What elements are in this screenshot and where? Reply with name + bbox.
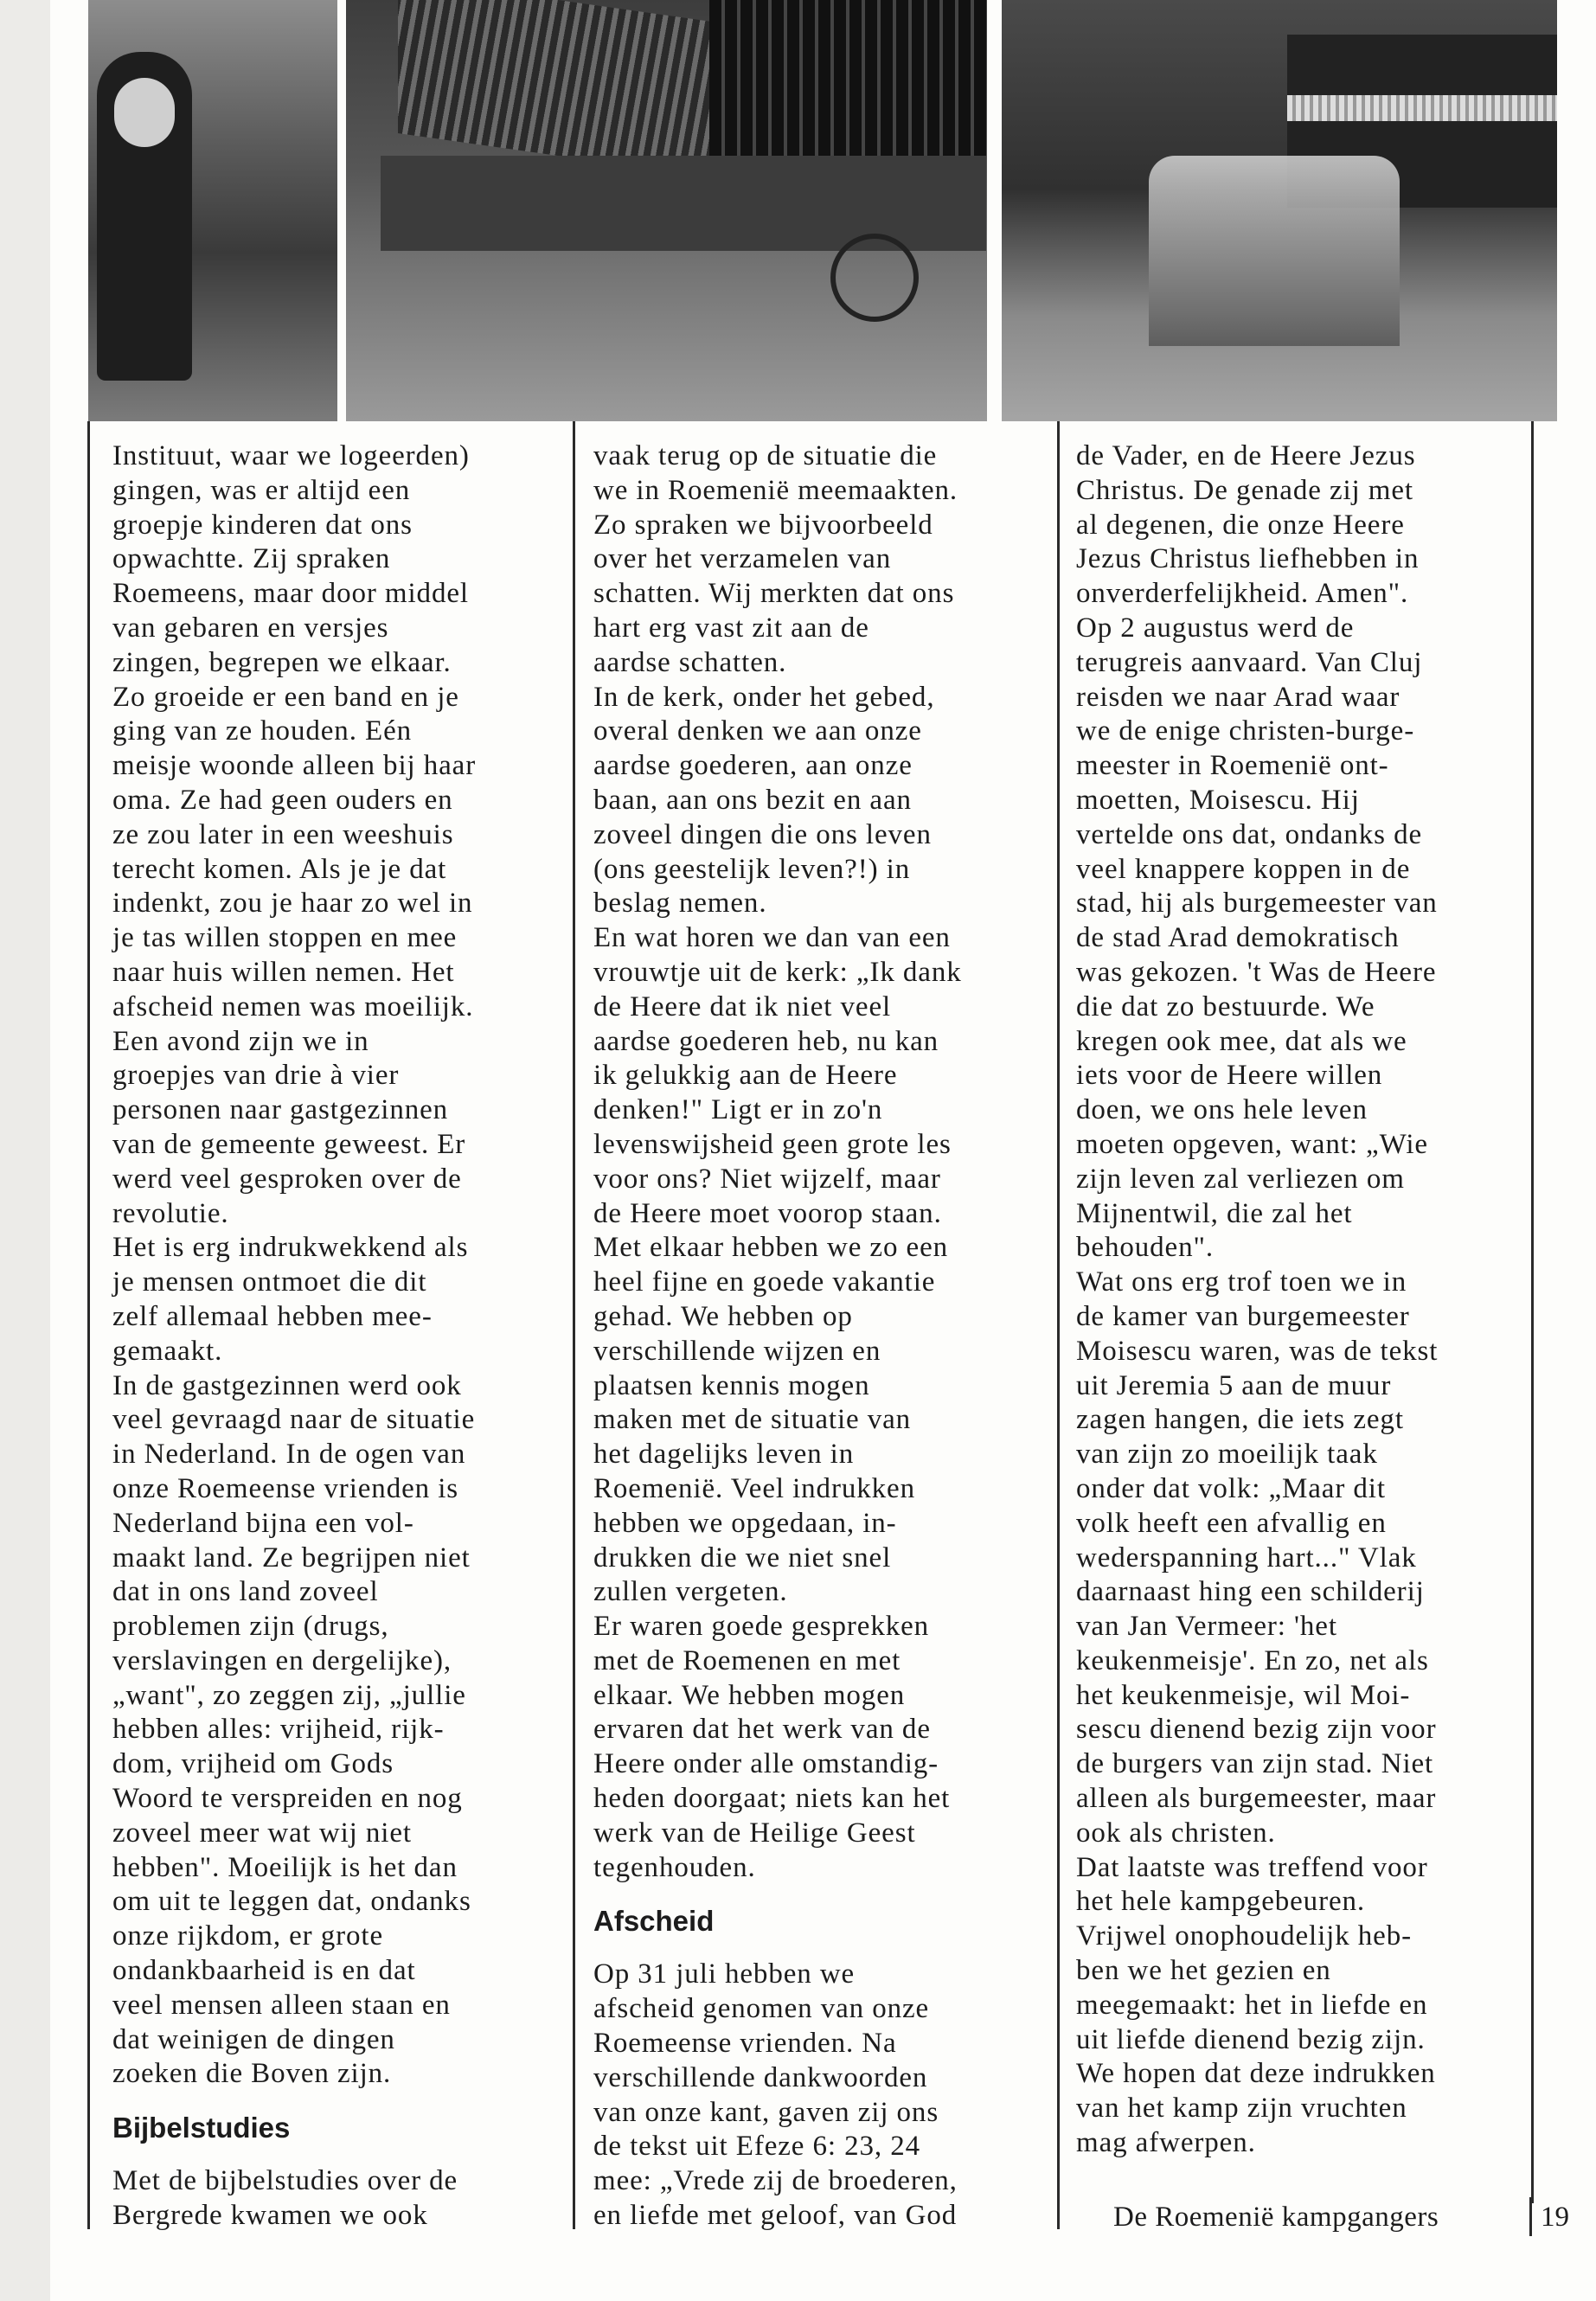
text-line: het keukenmeisje, wil Moi- xyxy=(1076,1679,1411,1711)
text-line: In de kerk, onder het gebed, xyxy=(593,681,935,713)
text-line: Roemeense vrienden. Na xyxy=(593,2028,897,2060)
text-line: vaak terug op de situatie die xyxy=(593,440,938,471)
text-line: sescu dienend bezig zijn voor xyxy=(1076,1714,1437,1746)
text-line: plaatsen kennis mogen xyxy=(593,1369,870,1401)
column-rule xyxy=(1531,421,1534,2203)
text-line: Met de bijbelstudies over de xyxy=(112,2165,458,2197)
text-line: werd veel gesproken over de xyxy=(112,1163,462,1195)
text-line: (ons geestelijk leven?!) in xyxy=(593,853,911,885)
text-line: dat in ons land zoveel xyxy=(112,1576,379,1608)
article-column-3 xyxy=(1076,439,1526,2161)
text-line: hebben we opgedaan, in- xyxy=(593,1507,897,1539)
byline: De Roemenië kampgangers xyxy=(1113,2202,1439,2233)
text-line: Op 31 juli hebben we xyxy=(593,1958,856,1990)
text-line: indenkt, zou je haar zo wel in xyxy=(112,888,473,920)
text-line: behouden". xyxy=(1076,1232,1215,1264)
text-line: En wat horen we dan van een xyxy=(593,922,951,954)
text-line: moetten, Moisescu. Hij xyxy=(1076,784,1360,816)
photo-group xyxy=(1002,0,1557,421)
text-line: schatten. Wij merkten dat ons xyxy=(593,578,955,610)
text-line: iets voor de Heere willen xyxy=(1076,1060,1383,1092)
text-line: ook als christen. xyxy=(1076,1817,1276,1849)
text-line: Dat laatste was treffend voor xyxy=(1076,1851,1428,1883)
text-line: hebben". Moeilijk is het dan xyxy=(112,1851,458,1883)
article-column-1 xyxy=(112,439,562,2234)
text-line: de stad Arad demokratisch xyxy=(1076,922,1400,954)
text-line: de tekst uit Efeze 6: 23, 24 xyxy=(593,2131,921,2163)
text-line: Wat ons erg trof toen we in xyxy=(1076,1266,1407,1298)
section-heading: Bijbelstudies xyxy=(112,2112,291,2144)
text-line: Moisescu waren, was de tekst xyxy=(1076,1335,1439,1367)
column-rule xyxy=(573,421,575,2229)
text-line: van zijn zo moeilijk taak xyxy=(1076,1439,1378,1471)
photo-child xyxy=(88,0,337,421)
text-line: overal denken we aan onze xyxy=(593,715,922,747)
text-line: zelf allemaal hebben mee- xyxy=(112,1300,433,1332)
text-line: „want", zo zeggen zij, „jullie xyxy=(112,1679,466,1711)
text-line: veel knappere koppen in de xyxy=(1076,853,1411,885)
text-line: we in Roemenië meemaakten. xyxy=(593,474,958,506)
text-line: revolutie. xyxy=(112,1197,229,1229)
text-line: afscheid genomen van onze xyxy=(593,1993,930,2025)
text-line: terugreis aanvaard. Van Cluj xyxy=(1076,646,1423,678)
text-line: keukenmeisje'. En zo, net als xyxy=(1076,1644,1429,1676)
text-line: Woord te verspreiden en nog xyxy=(112,1783,463,1815)
text-line: hart erg vast zit aan de xyxy=(593,612,869,644)
text-line: gingen, was er altijd een xyxy=(112,474,411,506)
text-line: verslavingen en dergelijke), xyxy=(112,1644,452,1676)
text-line: wederspanning hart..." Vlak xyxy=(1076,1541,1417,1574)
text-line: het hele kampgebeuren. xyxy=(1076,1886,1366,1918)
text-line: onder dat volk: „Maar dit xyxy=(1076,1472,1386,1504)
text-line: aardse schatten. xyxy=(593,646,787,678)
text-line: volk heeft een afvallig en xyxy=(1076,1507,1387,1539)
text-line: personen naar gastgezinnen xyxy=(112,1094,449,1126)
text-line: veel gevraagd naar de situatie xyxy=(112,1404,476,1436)
text-line: Mijnentwil, die zal het xyxy=(1076,1197,1353,1229)
text-line: ben we het gezien en xyxy=(1076,1955,1331,1987)
text-line: dom, vrijheid om Gods xyxy=(112,1748,394,1780)
text-line: het dagelijks leven in xyxy=(593,1439,855,1471)
text-line: mee: „Vrede zij de broederen, xyxy=(593,2165,958,2197)
text-line: vertelde ons dat, ondanks de xyxy=(1076,818,1423,850)
text-line: ik gelukkig aan de Heere xyxy=(593,1060,898,1092)
page-number: 19 xyxy=(1541,2202,1569,2233)
text-line: zingen, begrepen we elkaar. xyxy=(112,646,452,678)
text-line: uit Jeremia 5 aan de muur xyxy=(1076,1369,1392,1401)
text-line: groepje kinderen dat ons xyxy=(112,509,413,541)
text-line: voor ons? Niet wijzelf, maar xyxy=(593,1163,941,1195)
text-line: met de Roemenen en met xyxy=(593,1644,901,1676)
text-line: werk van de Heilige Geest xyxy=(593,1817,916,1849)
scan-margin xyxy=(0,0,50,2301)
text-line: stad, hij als burgemeester van xyxy=(1076,888,1438,920)
text-line: gehad. We hebben op xyxy=(593,1300,853,1332)
text-line: veel mensen alleen staan en xyxy=(112,1989,451,2021)
text-line: onverderfelijkheid. Amen". xyxy=(1076,578,1409,610)
text-line: ze zou later in een weeshuis xyxy=(112,818,454,850)
text-line: groepjes van drie à vier xyxy=(112,1060,400,1092)
text-line: onze Roemeense vrienden is xyxy=(112,1472,459,1504)
text-line: zoveel meer wat wij niet xyxy=(112,1817,412,1849)
text-line: je tas willen stoppen en mee xyxy=(112,922,458,954)
text-line: we de enige christen-burge- xyxy=(1076,715,1415,747)
text-line: elkaar. We hebben mogen xyxy=(593,1679,906,1711)
text-line: Er waren goede gesprekken xyxy=(593,1611,930,1643)
text-line: van onze kant, gaven zij ons xyxy=(593,2096,939,2128)
text-line: meester in Roemenië ont- xyxy=(1076,750,1389,782)
text-line: aardse goederen, aan onze xyxy=(593,750,913,782)
text-line: de kamer van burgemeester xyxy=(1076,1300,1410,1332)
text-line: over het verzamelen van xyxy=(593,543,892,575)
text-line: We hopen dat deze indrukken xyxy=(1076,2058,1436,2090)
column-rule xyxy=(87,421,90,2229)
text-line: heel fijne en goede vakantie xyxy=(593,1266,936,1298)
text-line: Met elkaar hebben we zo een xyxy=(593,1232,949,1264)
text-line: en liefde met geloof, van God xyxy=(593,2200,958,2232)
text-line: baan, aan ons bezit en aan xyxy=(593,784,912,816)
text-line: ervaren dat het werk van de xyxy=(593,1714,931,1746)
text-line: moeten opgeven, want: „Wie xyxy=(1076,1128,1428,1160)
text-line: de Heere dat ik niet veel xyxy=(593,990,892,1022)
text-line: dat weinigen de dingen xyxy=(112,2023,395,2055)
text-line: Christus. De genade zij met xyxy=(1076,474,1413,506)
text-line: van de gemeente geweest. Er xyxy=(112,1128,466,1160)
text-line: drukken die we niet snel xyxy=(593,1541,892,1574)
text-line: Een avond zijn we in xyxy=(112,1025,369,1057)
text-line: oma. Ze had geen ouders en xyxy=(112,784,453,816)
text-line: ging van ze houden. Eén xyxy=(112,715,413,747)
text-line: meegemaakt: het in liefde en xyxy=(1076,1989,1428,2021)
text-line: ondankbaarheid is en dat xyxy=(112,1955,416,1987)
text-line: Op 2 augustus werd de xyxy=(1076,612,1355,644)
text-line: meisje woonde alleen bij haar xyxy=(112,750,477,782)
text-line: Instituut, waar we logeerden) xyxy=(112,440,470,471)
article-column-2 xyxy=(593,439,1043,2234)
text-line: Jezus Christus liefhebben in xyxy=(1076,543,1420,575)
text-line: afscheid nemen was moeilijk. xyxy=(112,990,474,1022)
text-line: Vrijwel onophoudelijk heb- xyxy=(1076,1920,1413,1952)
text-line: doen, we ons hele leven xyxy=(1076,1094,1368,1126)
text-line: de Heere moet voorop staan. xyxy=(593,1197,942,1229)
text-line: mag afwerpen. xyxy=(1076,2127,1256,2159)
text-line: opwachtte. Zij spraken xyxy=(112,543,391,575)
text-line: uit liefde dienend bezig zijn. xyxy=(1076,2023,1426,2055)
text-line: daarnaast hing een schilderij xyxy=(1076,1576,1425,1608)
text-line: je mensen ontmoet die dit xyxy=(112,1266,427,1298)
text-line: problemen zijn (drugs, xyxy=(112,1611,389,1643)
text-line: van het kamp zijn vruchten xyxy=(1076,2093,1407,2125)
column-rule xyxy=(1057,421,1060,2229)
text-line: naar huis willen nemen. Het xyxy=(112,956,455,988)
text-line: van gebaren en versjes xyxy=(112,612,389,644)
text-line: maken met de situatie van xyxy=(593,1404,912,1436)
text-line: zullen vergeten. xyxy=(593,1576,788,1608)
text-line: Roemenië. Veel indrukken xyxy=(593,1472,915,1504)
text-line: in Nederland. In de ogen van xyxy=(112,1439,466,1471)
text-line: de burgers van zijn stad. Niet xyxy=(1076,1748,1434,1780)
text-line: In de gastgezinnen werd ook xyxy=(112,1369,462,1401)
text-line: Bergrede kwamen we ook xyxy=(112,2200,428,2232)
text-line: vrouwtje uit de kerk: „Ik dank xyxy=(593,956,962,988)
text-line: hebben alles: vrijheid, rijk- xyxy=(112,1714,445,1746)
text-line: Zo groeide er een band en je xyxy=(112,681,459,713)
text-line: Zo spraken we bijvoorbeeld xyxy=(593,509,933,541)
text-line: aardse goederen heb, nu kan xyxy=(593,1025,939,1057)
text-line: verschillende wijzen en xyxy=(593,1335,881,1367)
text-line: zijn leven zal verliezen om xyxy=(1076,1163,1405,1195)
text-line: om uit te leggen dat, ondanks xyxy=(112,1886,471,1918)
text-line: tegenhouden. xyxy=(593,1851,756,1883)
text-line: alleen als burgemeester, maar xyxy=(1076,1783,1437,1815)
text-line: kregen ook mee, dat als we xyxy=(1076,1025,1407,1057)
text-line: die dat zo bestuurde. We xyxy=(1076,990,1375,1022)
text-line: reisden we naar Arad waar xyxy=(1076,681,1401,713)
text-line: van Jan Vermeer: 'het xyxy=(1076,1611,1337,1643)
text-line: de Vader, en de Heere Jezus xyxy=(1076,440,1416,471)
text-line: zoeken die Boven zijn. xyxy=(112,2058,392,2090)
text-line: Heere onder alle omstandig- xyxy=(593,1748,939,1780)
text-line: zoveel dingen die ons leven xyxy=(593,818,932,850)
page-number-rule xyxy=(1529,2197,1532,2236)
text-line: Het is erg indrukwekkend als xyxy=(112,1232,469,1264)
text-line: zagen hangen, die iets zegt xyxy=(1076,1404,1404,1436)
text-line: beslag nemen. xyxy=(593,888,767,920)
text-line: terecht komen. Als je je dat xyxy=(112,853,447,885)
photo-barn xyxy=(346,0,987,421)
text-line: al degenen, die onze Heere xyxy=(1076,509,1405,541)
text-line: gemaakt. xyxy=(112,1335,223,1367)
text-line: Roemeens, maar door middel xyxy=(112,578,469,610)
text-line: heden doorgaat; niets kan het xyxy=(593,1783,951,1815)
text-line: levenswijsheid geen grote les xyxy=(593,1128,952,1160)
text-line: was gekozen. 't Was de Heere xyxy=(1076,956,1437,988)
text-line: denken!" Ligt er in zo'n xyxy=(593,1094,883,1126)
text-line: Nederland bijna een vol- xyxy=(112,1507,414,1539)
text-line: maakt land. Ze begrijpen niet xyxy=(112,1541,471,1574)
text-line: verschillende dankwoorden xyxy=(593,2061,928,2093)
section-heading: Afscheid xyxy=(593,1905,715,1938)
text-line: onze rijkdom, er grote xyxy=(112,1920,384,1952)
